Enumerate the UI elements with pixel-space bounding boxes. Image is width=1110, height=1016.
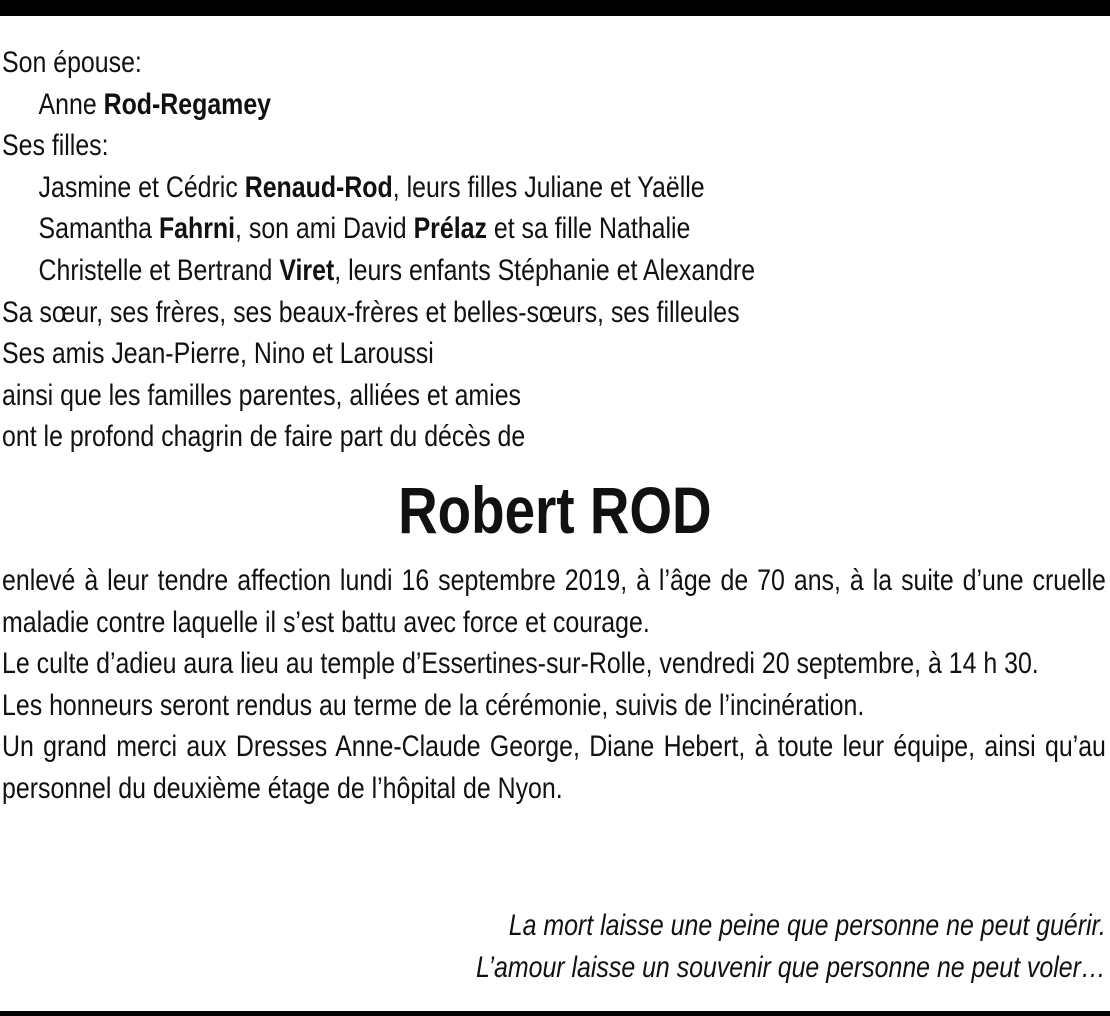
announce-line: ont le profond chagrin de faire part du décès de (2, 420, 526, 454)
daughter-3-last: Viret (279, 253, 335, 287)
deceased-name: Robert ROD (398, 473, 712, 547)
quote-line-2: L’amour laisse un souvenir que personne ne peut voler… (476, 950, 1106, 984)
closing-quote (476, 905, 1106, 988)
families-line: ainsi que les familles parentes, alliées et amies (2, 378, 522, 412)
daughters-heading: Ses filles: (2, 129, 109, 163)
daughter-3-rest: , leurs enfants Stéphanie et Alexandre (334, 253, 756, 287)
spouse-last-name: Rod-Regamey (103, 87, 272, 121)
spouse-line (2, 84, 1108, 126)
daughter-1-first: Jasmine et Cédric (38, 170, 245, 204)
daughter-3-first: Christelle et Bertrand (38, 253, 280, 287)
deceased-name-block (0, 470, 1110, 550)
body-paragraph-2: Le culte d’adieu aura lieu au temple d’Essertines-sur-Rolle, vendredi 20 septembre, à 14 h 30. (2, 647, 1039, 681)
siblings-line: Sa sœur, ses frères, ses beaux-frères et belles-sœurs, ses filleules (2, 295, 740, 329)
family-list (2, 42, 1108, 458)
daughter-2-partner: Prélaz (413, 212, 487, 246)
top-rule (0, 0, 1110, 16)
daughter-2-mid: , son ami David (235, 212, 414, 246)
quote-line-1: La mort laisse une peine que personne ne peut guérir. (508, 909, 1107, 942)
spouse-heading: Son épouse: (2, 46, 142, 79)
daughter-2-last: Fahrni (158, 212, 236, 246)
daughter-1-last: Renaud-Rod (244, 170, 393, 204)
notice-body (2, 560, 1106, 810)
bottom-rule (0, 1011, 1110, 1016)
daughter-2-first: Samantha (38, 212, 159, 246)
daughter-line-1 (2, 167, 1108, 209)
body-paragraph-1: enlevé à leur tendre affection lundi 16 septembre 2019, à l’âge de 70 ans, à la suite d’une cruelle maladie contre laquelle il s’est battu avec force et courage. (2, 564, 1106, 639)
daughter-2-rest: et sa fille Nathalie (486, 212, 691, 246)
friends-line: Ses amis Jean-Pierre, Nino et Laroussi (2, 337, 434, 371)
body-paragraph-4: Un grand merci aux Dresses Anne-Claude George, Diane Hebert, à toute leur équipe, ainsi qu’au personnel du deuxième étage de l’hôpital de Nyon. (2, 730, 1106, 805)
spouse-first-name: Anne (38, 87, 104, 121)
daughter-1-rest: , leurs filles Juliane et Yaëlle (392, 170, 705, 204)
daughter-line-3 (2, 250, 1108, 292)
body-paragraph-3: Les honneurs seront rendus au terme de la cérémonie, suivis de l’incinération. (2, 688, 865, 722)
daughter-line-2 (2, 208, 1108, 250)
